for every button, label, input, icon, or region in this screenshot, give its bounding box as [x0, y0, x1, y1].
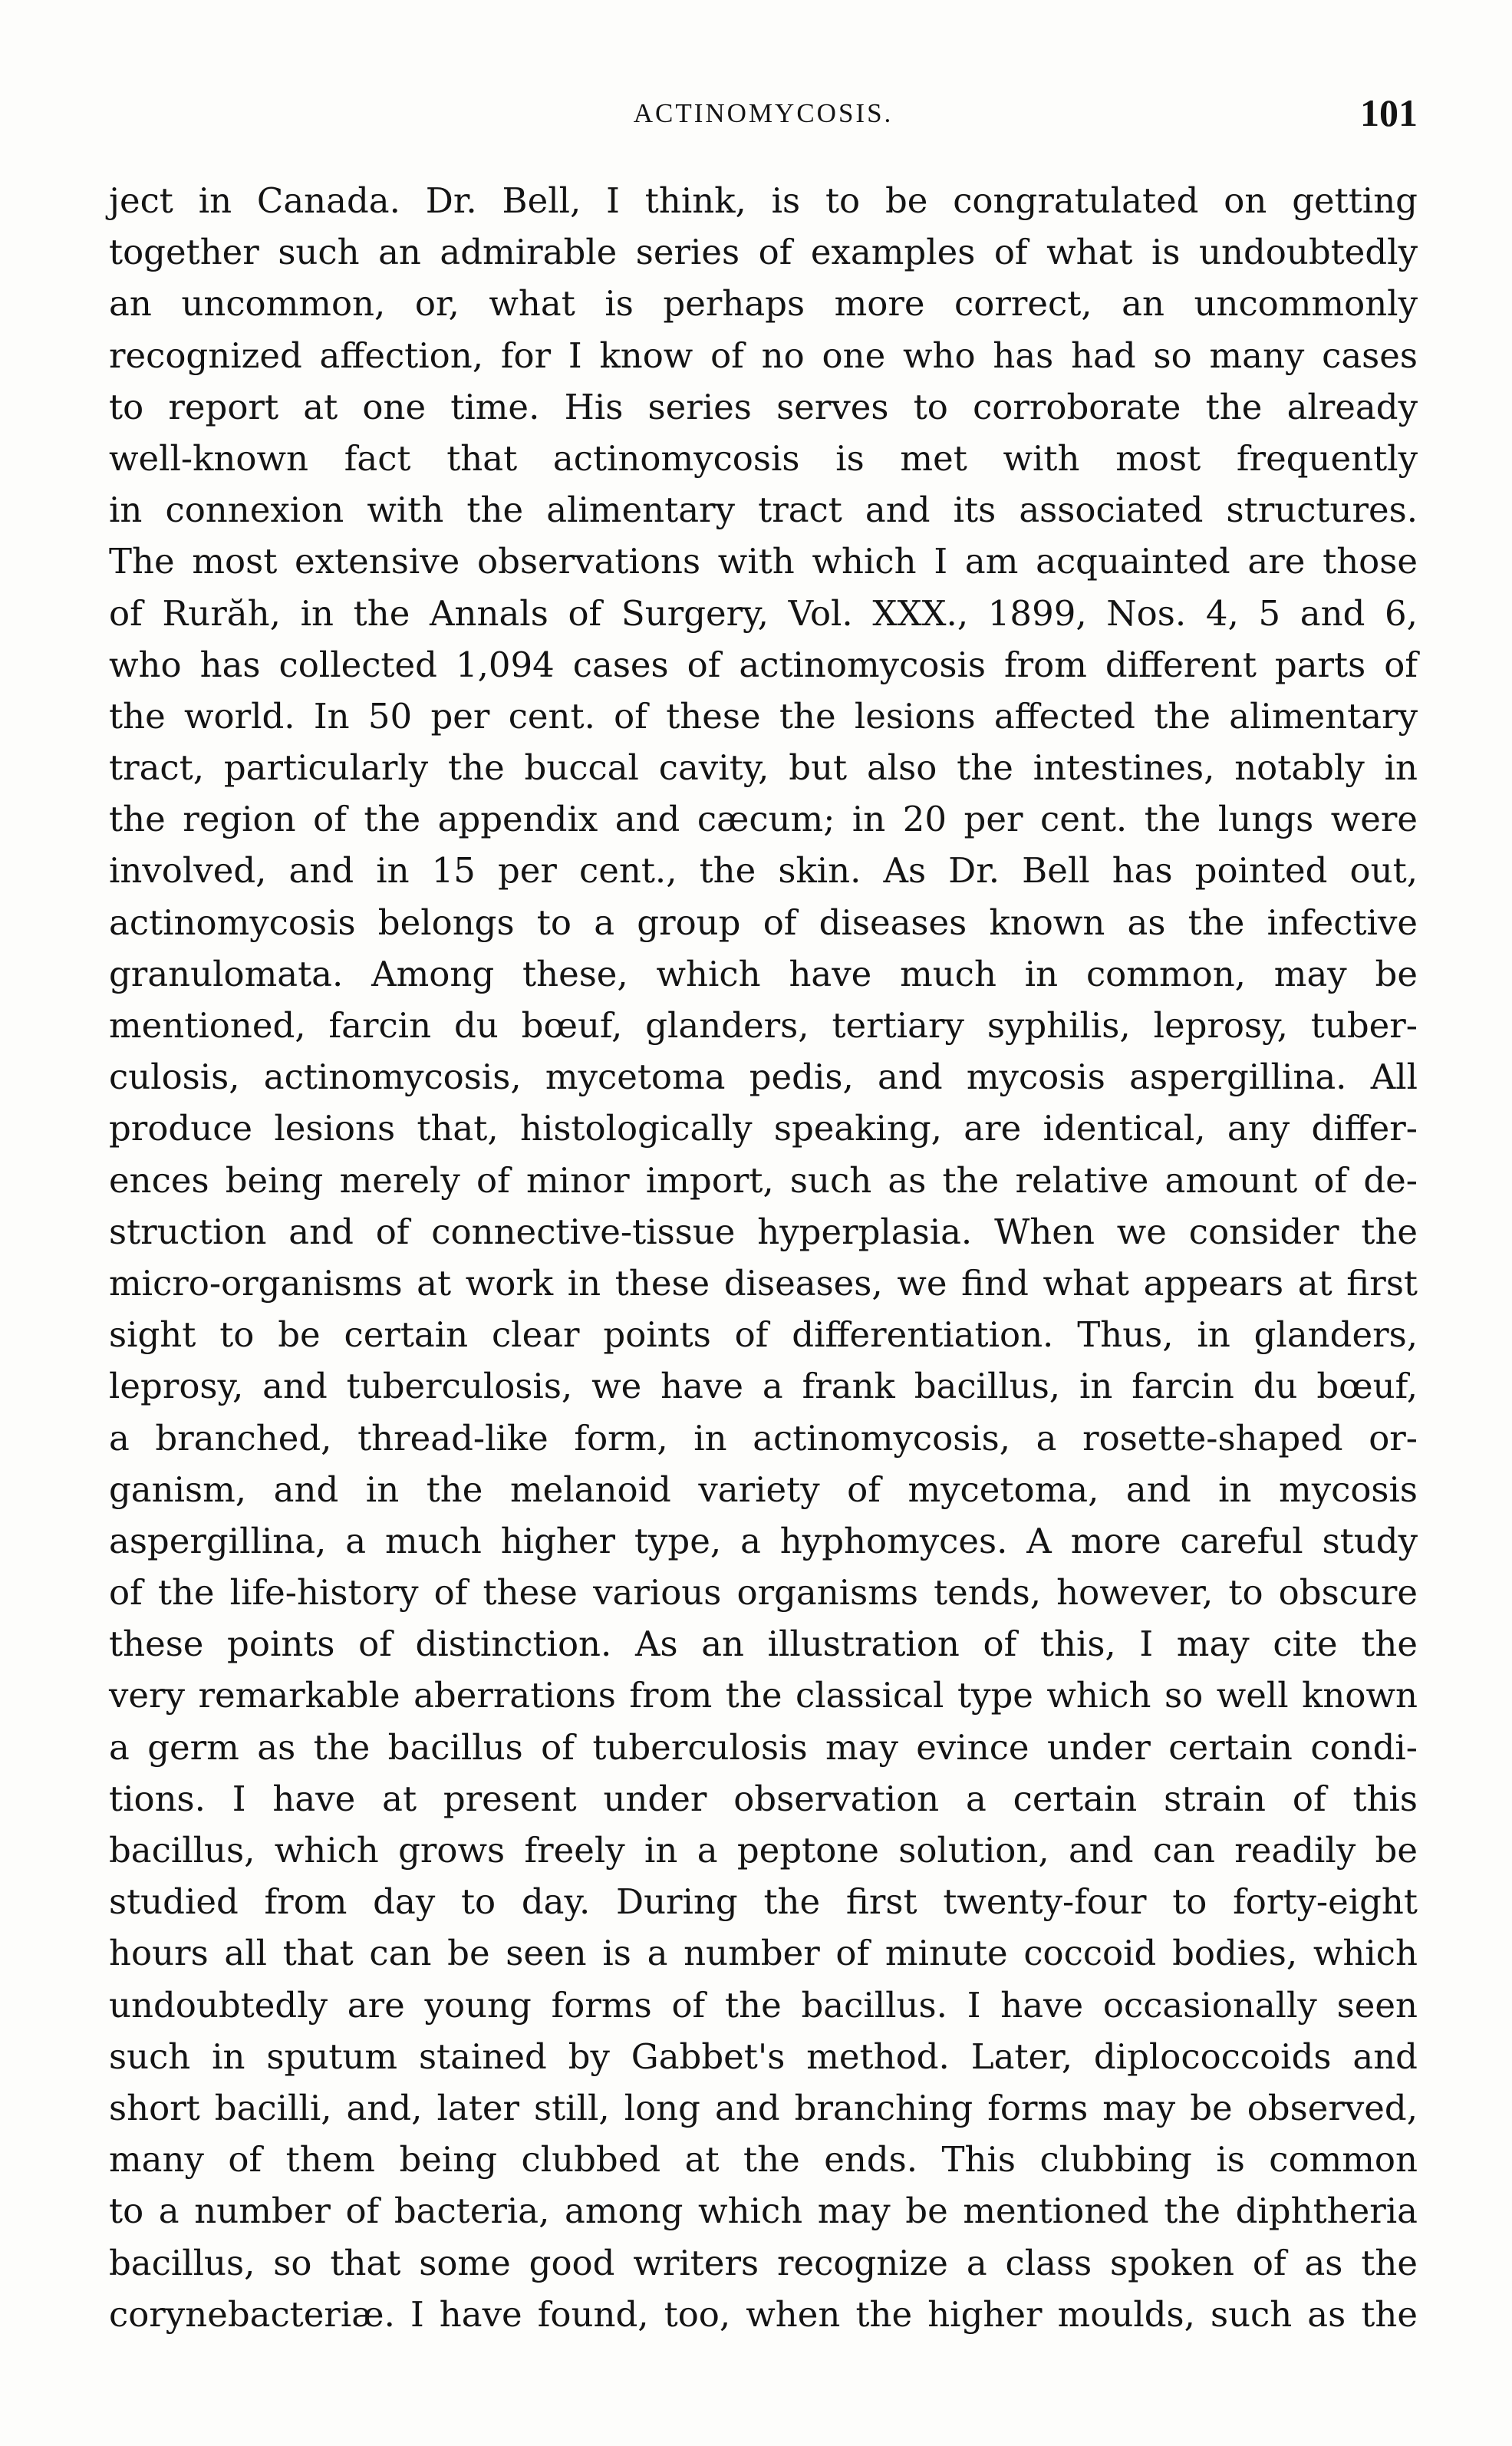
text-line: aspergillina, a much higher type, a hyphomyces. A more careful study [109, 1520, 1418, 1561]
text-line: of Rurăh, in the Annals of Surgery, Vol. XXX., 1899, Nos. 4, 5 and 6, [109, 592, 1418, 634]
text-line: tract, particularly the buccal cavity, but also the intestines, notably in [109, 747, 1418, 789]
text-line: to report at one time. His series serves to corroborate the already [109, 386, 1418, 427]
page-number: 101 [1360, 91, 1418, 134]
text-line: ject in Canada. Dr. Bell, I think, is to be congratulated on getting [109, 180, 1418, 221]
text-line: of the life-history of these various organisms tends, however, to obscure [109, 1572, 1418, 1614]
text-line: together such an admirable series of examples of what is undoubtedly [109, 232, 1418, 273]
text-line: ganism, and in the melanoid variety of mycetoma, and in mycosis [109, 1469, 1418, 1510]
text-line: bacillus, so that some good writers recognize a class spoken of as the [109, 2242, 1418, 2283]
text-line: involved, and in 15 per cent., the skin. As Dr. Bell has pointed out, [109, 850, 1418, 892]
text-line: recognized affection, for I know of no one who has had so many cases [109, 335, 1418, 376]
text-line: very remarkable aberrations from the classical type which so well known [109, 1675, 1418, 1716]
text-line: undoubtedly are young forms of the bacillus. I have occasionally seen [109, 1984, 1418, 2026]
text-line: actinomycosis belongs to a group of diseases known as the infective [109, 902, 1418, 943]
text-line: well-known fact that actinomycosis is met with most frequently [109, 437, 1418, 479]
text-line: these points of distinction. As an illustration of this, I may cite the [109, 1624, 1418, 1665]
text-line: such in sputum stained by Gabbet's method. Later, diplococcoids and [109, 2036, 1418, 2077]
text-line: many of them being clubbed at the ends. This clubbing is common [109, 2139, 1418, 2181]
text-line: the world. In 50 per cent. of these the lesions affected the alimentary [109, 695, 1418, 737]
text-line: bacillus, which grows freely in a peptone solution, and can readily be [109, 1830, 1418, 1871]
text-line: studied from day to day. During the first twenty-four to forty-eight [109, 1881, 1418, 1923]
text-line: struction and of connective-tissue hyperplasia. When we consider the [109, 1211, 1418, 1252]
text-line: hours all that can be seen is a number of minute coccoid bodies, which [109, 1933, 1418, 1974]
text-line: The most extensive observations with which I am acquainted are those [109, 541, 1418, 582]
text-line: to a number of bacteria, among which may be mentioned the diphtheria [109, 2191, 1418, 2232]
text-line: short bacilli, and, later still, long and branching forms may be observed, [109, 2087, 1418, 2128]
running-head [109, 91, 1418, 152]
text-line: a branched, thread-like form, in actinomycosis, a rosette-shaped or- [109, 1417, 1418, 1459]
text-line: in connexion with the alimentary tract and its associated structures. [109, 490, 1418, 531]
text-line: micro-organisms at work in these diseases, we find what appears at first [109, 1262, 1418, 1304]
text-line: culosis, actinomycosis, mycetoma pedis, and mycosis aspergillina. All [109, 1057, 1418, 1098]
text-line: sight to be certain clear points of differentiation. Thus, in glanders, [109, 1314, 1418, 1356]
text-line: ences being merely of minor import, such as the relative amount of de- [109, 1159, 1418, 1201]
text-line: who has collected 1,094 cases of actinomycosis from different parts of [109, 644, 1418, 685]
text-line: corynebacteriæ. I have found, too, when the higher moulds, such as the [109, 2293, 1418, 2335]
text-line: mentioned, farcin du bœuf, glanders, tertiary syphilis, leprosy, tuber- [109, 1005, 1418, 1046]
text-line: an uncommon, or, what is perhaps more correct, an uncommonly [109, 283, 1418, 325]
body-text [109, 175, 1418, 2340]
text-line: leprosy, and tuberculosis, we have a frank bacillus, in farcin du bœuf, [109, 1366, 1418, 1407]
running-title: ACTINOMYCOSIS. [633, 98, 894, 128]
text-line: produce lesions that, histologically speaking, are identical, any differ- [109, 1108, 1418, 1149]
text-line: tions. I have at present under observation a certain strain of this [109, 1778, 1418, 1819]
text-line: a germ as the bacillus of tuberculosis may evince under certain condi- [109, 1726, 1418, 1768]
text-line: the region of the appendix and cæcum; in 20 per cent. the lungs were [109, 799, 1418, 840]
text-line: granulomata. Among these, which have much in common, may be [109, 953, 1418, 994]
